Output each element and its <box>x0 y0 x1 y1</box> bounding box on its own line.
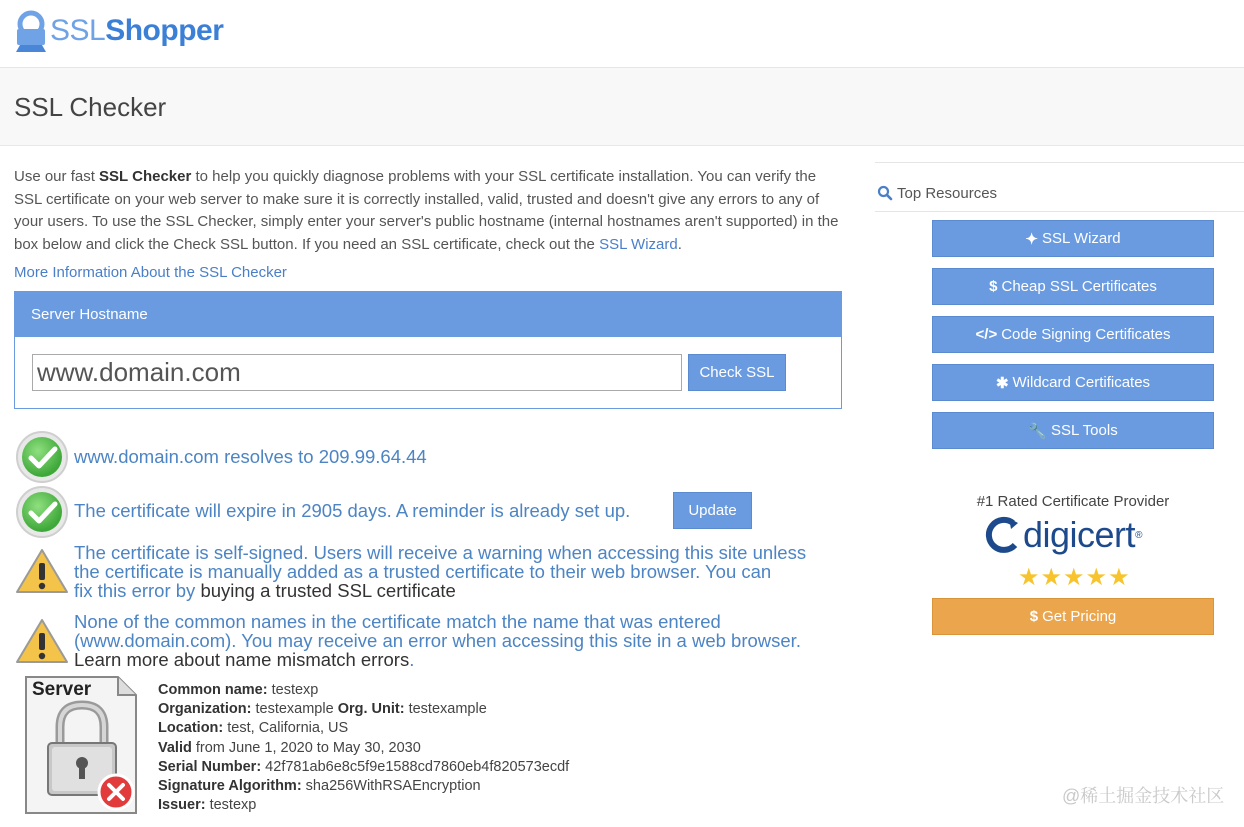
hostname-input[interactable] <box>32 354 682 391</box>
logo-icon <box>14 9 48 53</box>
code-icon: </> <box>975 326 998 343</box>
code-signing-button[interactable]: </> Code Signing Certificates <box>932 316 1214 353</box>
intro-paragraph <box>14 166 842 256</box>
rated-provider-text: #1 Rated Certificate Provider <box>976 493 1170 510</box>
signature-row: Signature Algorithm: sha256WithRSAEncryption <box>158 778 481 795</box>
watermark: @稀土掘金技术社区 <box>1062 786 1225 806</box>
certificate-details <box>158 681 569 815</box>
intro-end: . <box>677 235 682 253</box>
wrench-icon: 🔧 <box>1028 422 1047 440</box>
common-name-row: Common name: testexp <box>158 682 319 698</box>
warning-icon <box>14 617 70 665</box>
dollar-icon: $ <box>989 278 998 295</box>
logo-shopper-text: Shopper <box>105 14 224 47</box>
name-mismatch-message: None of the common names in the certificate match the name that was entered (www.domain.com). You may receive an error when accessing this site in a web browser. Learn more about name mismatch errors. <box>74 611 801 670</box>
sslshopper-logo[interactable] <box>14 6 223 56</box>
logo-ssl-text: SSL <box>50 14 106 47</box>
intro-text-1: Use our fast <box>14 168 100 185</box>
check-icon <box>16 486 68 538</box>
location-row: Location: test, California, US <box>158 720 349 737</box>
valid-row: Valid from June 1, 2020 to May 30, 2030 <box>158 739 421 756</box>
check-icon <box>16 431 68 483</box>
issuer-row: Issuer: testexp <box>158 797 257 814</box>
dollar-icon: $ <box>1029 608 1039 625</box>
rating-stars: ★★★★★ <box>1018 564 1131 591</box>
intro-text-2: to help you quickly diagnose problems with your SSL certificate installation. You can verify the SSL certificate on your web server to make sure it is correctly installed, valid, trusted and doesn't give any errors to any of your users. To use the SSL Checker, simply enter your server's public hostname (internal hostnames aren't supported) in the box below and click the Check SSL button. If you need an SSL certificate, check out the <box>14 168 839 253</box>
top-resources-heading: Top Resources <box>875 162 1244 212</box>
digicert-logo[interactable]: digicert ® <box>985 514 1142 556</box>
name-mismatch-link[interactable]: Learn more about name mismatch errors <box>74 649 410 670</box>
serial-row: Serial Number: 42f781ab6e8c5f9e1588cd7860eb4f820573ecdf <box>158 758 570 775</box>
organization-row: Organization: testexample Org. Unit: testexample <box>158 701 487 718</box>
digicert-mark-icon <box>985 515 1023 555</box>
ssl-wizard-button[interactable]: ✦ SSL Wizard <box>932 220 1214 257</box>
self-signed-message: The certificate is self-signed. Users will receive a warning when accessing this site unless the certificate is manually added as a trusted certificate to their web browser. You can fix this error by buying a trusted SSL certificate <box>74 542 807 601</box>
resolves-text: www.domain.com resolves to 209.99.64.44 <box>74 446 427 467</box>
get-pricing-button[interactable]: $ Get Pricing <box>932 598 1214 635</box>
top-bar <box>0 0 1244 68</box>
intro-bold: SSL Checker <box>99 168 192 185</box>
check-ssl-button[interactable]: Check SSL <box>688 354 786 391</box>
title-bar <box>0 68 1244 146</box>
cheap-ssl-button[interactable]: $ Cheap SSL Certificates <box>932 268 1214 305</box>
wildcard-button[interactable]: ✱ Wildcard Certificates <box>932 364 1214 401</box>
expire-text: The certificate will expire in 2905 days. A reminder is already set up. <box>74 500 631 521</box>
checker-panel <box>14 291 842 409</box>
ssl-tools-button[interactable]: 🔧 SSL Tools <box>932 412 1214 449</box>
magic-wand-icon: ✦ <box>1025 230 1038 248</box>
more-info-link[interactable]: More Information About the SSL Checker <box>14 264 287 281</box>
server-label: Server <box>32 679 92 700</box>
ssl-wizard-link[interactable]: SSL Wizard <box>599 235 678 253</box>
server-lock-icon <box>22 675 140 817</box>
warning-icon <box>14 547 70 595</box>
update-button[interactable]: Update <box>673 492 752 529</box>
search-icon <box>877 185 893 201</box>
panel-header: Server Hostname <box>15 292 841 337</box>
page-title: SSL Checker <box>14 92 167 122</box>
asterisk-icon: ✱ <box>995 374 1009 392</box>
buy-trusted-cert-link[interactable]: buying a trusted SSL certificate <box>200 580 456 601</box>
